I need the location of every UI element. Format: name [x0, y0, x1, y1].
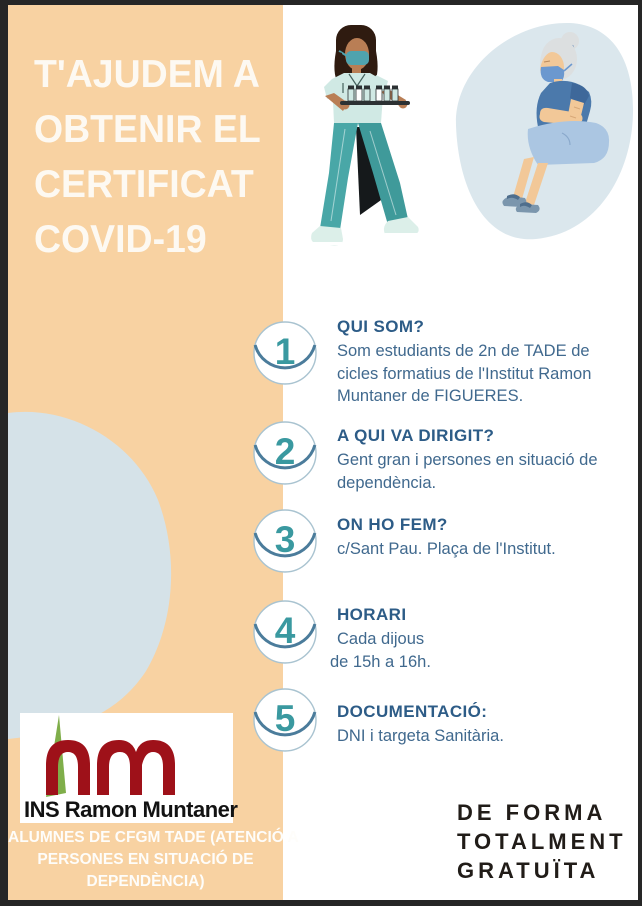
step-heading: DOCUMENTACIÓ:	[337, 702, 488, 721]
step-marker-4	[252, 599, 318, 665]
title-line: OBTENIR EL	[34, 108, 261, 151]
step-text-line: c/Sant Pau. Plaça de l'Institut.	[337, 540, 556, 558]
footer-note-line: PERSONES EN SITUACIÓ DE	[37, 851, 254, 868]
step-text-line: Muntaner de FIGUERES.	[337, 387, 524, 405]
poster-title	[34, 47, 284, 267]
footer-free-line: TOTALMENT	[457, 829, 627, 854]
covid-certificate-poster	[8, 5, 638, 900]
footer-free-note	[457, 798, 627, 885]
step-text-line: Gent gran i persones en situació de	[337, 451, 598, 469]
step-text-line: Som estudiants de 2n de TADE de	[337, 342, 590, 360]
step-number: 1	[274, 331, 296, 372]
step-content-dirigit	[337, 426, 632, 494]
title-line: COVID-19	[34, 218, 207, 261]
step-number: 5	[274, 698, 296, 739]
step-text-line: Cada dijous	[337, 630, 425, 648]
step-marker-3	[252, 508, 318, 574]
step-content-qui-som	[337, 317, 632, 408]
step-text-line: DNI i targeta Sanitària.	[337, 727, 504, 745]
nurse-illustration	[296, 23, 428, 265]
step-text-line: dependència.	[337, 473, 437, 492]
step-heading: QUI SOM?	[337, 317, 425, 336]
step-heading: A QUI VA DIRIGIT?	[337, 426, 495, 445]
step-content-documentacio	[337, 702, 632, 748]
step-marker-2	[252, 420, 318, 486]
step-marker-1	[252, 320, 318, 386]
footer-free-line: GRATUÏTA	[457, 858, 600, 883]
step-heading: ON HO FEM?	[337, 515, 448, 534]
step-number: 3	[274, 519, 296, 560]
title-line: T'AJUDEM A	[34, 53, 260, 96]
step-content-on-ho-fem	[337, 515, 632, 561]
footer-note-line: DEPENDÈNCIA)	[86, 873, 205, 890]
step-number: 2	[274, 431, 296, 472]
step-number: 4	[274, 610, 296, 651]
footer-note-line: ALUMNES DE CFGM TADE (ATENCIÓ A	[8, 829, 299, 846]
right-blob-shape	[448, 13, 638, 245]
step-marker-5	[252, 687, 318, 753]
step-text-line: de 15h a 16h.	[330, 652, 431, 671]
footer-students-note	[8, 827, 299, 893]
step-content-horari	[330, 605, 632, 673]
logo-text: INS Ramon Muntaner	[24, 797, 238, 822]
step-text-line: cicles formatius de l'Institut Ramon	[337, 364, 592, 383]
ins-ramon-muntaner-logo	[20, 713, 238, 823]
step-heading: HORARI	[337, 605, 407, 624]
footer-free-line: DE FORMA	[457, 800, 607, 825]
title-line: CERTIFICAT	[34, 163, 254, 206]
elderly-woman-illustration	[470, 21, 638, 233]
